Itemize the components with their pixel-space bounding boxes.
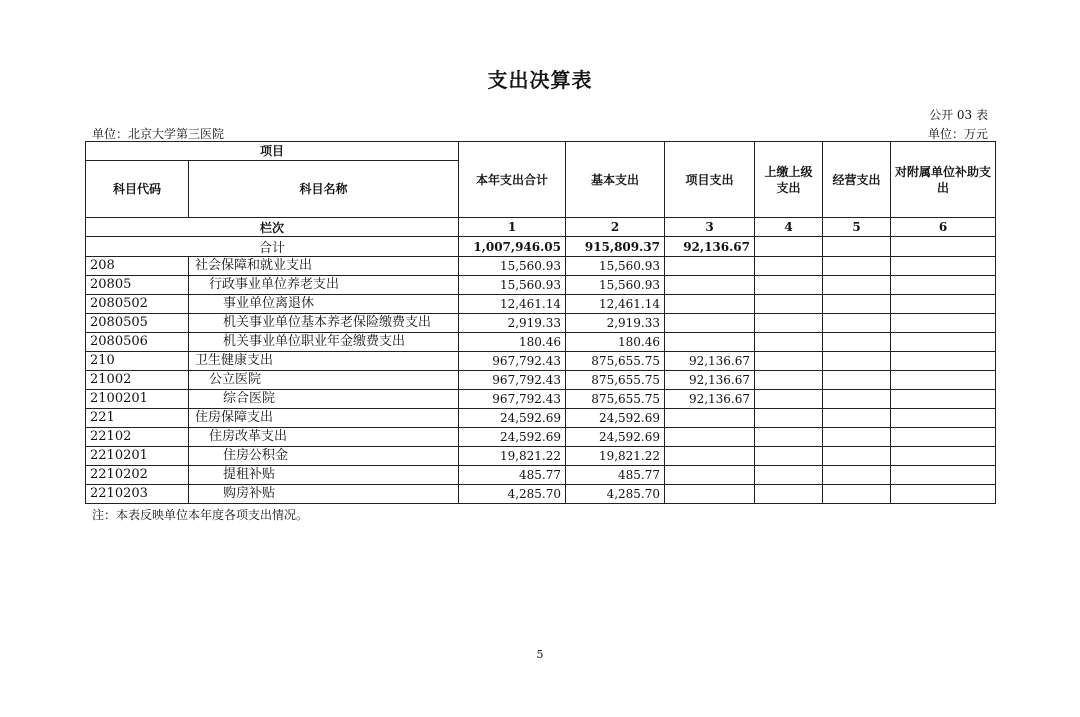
row-basic: 24,592.69 — [566, 409, 665, 428]
table-note: 注：本表反映单位本年度各项支出情况。 — [92, 508, 309, 522]
row-project — [665, 333, 755, 352]
table-row — [86, 276, 996, 295]
row-code: 2080502 — [86, 295, 189, 314]
row-name: 行政事业单位养老支出 — [189, 276, 459, 295]
total-basic: 915,809.37 — [566, 237, 665, 257]
row-code: 2080505 — [86, 314, 189, 333]
row-total: 12,461.14 — [459, 295, 566, 314]
row-basic: 485.77 — [566, 466, 665, 485]
row-subsidy — [891, 371, 996, 390]
row-project — [665, 295, 755, 314]
row-basic: 875,655.75 — [566, 371, 665, 390]
row-operating — [823, 447, 891, 466]
row-project — [665, 409, 755, 428]
table-row — [86, 390, 996, 409]
row-code: 20805 — [86, 276, 189, 295]
row-basic: 19,821.22 — [566, 447, 665, 466]
row-upper — [755, 352, 823, 371]
row-project — [665, 428, 755, 447]
table-row — [86, 371, 996, 390]
header-operating: 经营支出 — [823, 142, 891, 218]
column-number: 3 — [665, 218, 755, 237]
row-code: 221 — [86, 409, 189, 428]
column-number: 4 — [755, 218, 823, 237]
reporting-unit: 单位：北京大学第三医院 — [92, 127, 225, 141]
row-basic: 875,655.75 — [566, 352, 665, 371]
row-basic: 2,919.33 — [566, 314, 665, 333]
row-project: 92,136.67 — [665, 390, 755, 409]
table-row — [86, 314, 996, 333]
table-row — [86, 333, 996, 352]
row-operating — [823, 409, 891, 428]
row-subsidy — [891, 276, 996, 295]
page-title: 支出决算表 — [487, 68, 593, 92]
total-subsidy — [891, 237, 996, 257]
total-sum: 1,007,946.05 — [459, 237, 566, 257]
row-code: 208 — [86, 257, 189, 276]
row-operating — [823, 485, 891, 504]
form-number: 公开 03 表 — [929, 108, 988, 122]
row-code: 2210202 — [86, 466, 189, 485]
column-label: 栏次 — [86, 218, 459, 237]
row-upper — [755, 257, 823, 276]
row-operating — [823, 314, 891, 333]
row-name: 综合医院 — [189, 390, 459, 409]
row-upper — [755, 428, 823, 447]
row-name: 购房补贴 — [189, 485, 459, 504]
row-operating — [823, 295, 891, 314]
row-name: 机关事业单位基本养老保险缴费支出 — [189, 314, 459, 333]
row-upper — [755, 371, 823, 390]
row-subsidy — [891, 466, 996, 485]
row-total: 4,285.70 — [459, 485, 566, 504]
row-name: 提租补贴 — [189, 466, 459, 485]
total-operating — [823, 237, 891, 257]
row-total: 967,792.43 — [459, 390, 566, 409]
row-subsidy — [891, 409, 996, 428]
row-basic: 24,592.69 — [566, 428, 665, 447]
row-subsidy — [891, 428, 996, 447]
row-subsidy — [891, 352, 996, 371]
table-row — [86, 447, 996, 466]
row-code: 2100201 — [86, 390, 189, 409]
total-label: 合计 — [86, 237, 459, 257]
table-row — [86, 257, 996, 276]
row-subsidy — [891, 295, 996, 314]
row-upper — [755, 447, 823, 466]
header-item: 项目 — [86, 142, 459, 161]
row-total: 15,560.93 — [459, 257, 566, 276]
row-total: 485.77 — [459, 466, 566, 485]
row-name: 住房公积金 — [189, 447, 459, 466]
column-number: 6 — [891, 218, 996, 237]
row-project — [665, 257, 755, 276]
header-project: 项目支出 — [665, 142, 755, 218]
row-operating — [823, 390, 891, 409]
row-total: 24,592.69 — [459, 409, 566, 428]
row-upper — [755, 276, 823, 295]
row-subsidy — [891, 485, 996, 504]
row-code: 2210201 — [86, 447, 189, 466]
row-operating — [823, 257, 891, 276]
header-name: 科目名称 — [189, 161, 459, 218]
row-project — [665, 447, 755, 466]
header-total: 本年支出合计 — [459, 142, 566, 218]
row-operating — [823, 428, 891, 447]
row-name: 社会保障和就业支出 — [189, 257, 459, 276]
row-operating — [823, 276, 891, 295]
header-subsidy: 对附属单位补助支出 — [891, 142, 996, 218]
expenditure-table — [85, 141, 996, 504]
page-number: 5 — [536, 648, 544, 661]
row-project: 92,136.67 — [665, 371, 755, 390]
header-code: 科目代码 — [86, 161, 189, 218]
row-total: 180.46 — [459, 333, 566, 352]
row-upper — [755, 295, 823, 314]
column-number: 5 — [823, 218, 891, 237]
row-operating — [823, 466, 891, 485]
row-upper — [755, 390, 823, 409]
row-subsidy — [891, 447, 996, 466]
total-project: 92,136.67 — [665, 237, 755, 257]
row-upper — [755, 466, 823, 485]
row-basic: 180.46 — [566, 333, 665, 352]
row-subsidy — [891, 390, 996, 409]
row-name: 住房保障支出 — [189, 409, 459, 428]
row-basic: 875,655.75 — [566, 390, 665, 409]
row-code: 2210203 — [86, 485, 189, 504]
row-subsidy — [891, 257, 996, 276]
table-row — [86, 485, 996, 504]
row-total: 19,821.22 — [459, 447, 566, 466]
row-project — [665, 276, 755, 295]
row-project: 92,136.67 — [665, 352, 755, 371]
row-name: 住房改革支出 — [189, 428, 459, 447]
row-name: 机关事业单位职业年金缴费支出 — [189, 333, 459, 352]
row-total: 2,919.33 — [459, 314, 566, 333]
row-code: 22102 — [86, 428, 189, 447]
table-row — [86, 352, 996, 371]
row-total: 24,592.69 — [459, 428, 566, 447]
row-operating — [823, 333, 891, 352]
row-code: 210 — [86, 352, 189, 371]
row-operating — [823, 352, 891, 371]
row-basic: 15,560.93 — [566, 276, 665, 295]
header-basic: 基本支出 — [566, 142, 665, 218]
row-upper — [755, 333, 823, 352]
row-total: 967,792.43 — [459, 371, 566, 390]
row-project — [665, 466, 755, 485]
total-upper — [755, 237, 823, 257]
column-number: 2 — [566, 218, 665, 237]
row-code: 2080506 — [86, 333, 189, 352]
row-name: 卫生健康支出 — [189, 352, 459, 371]
header-row-item — [86, 142, 996, 161]
table-row — [86, 428, 996, 447]
row-code: 21002 — [86, 371, 189, 390]
currency-unit: 单位：万元 — [927, 127, 988, 141]
row-subsidy — [891, 314, 996, 333]
row-upper — [755, 485, 823, 504]
data-rows — [86, 257, 996, 504]
row-operating — [823, 371, 891, 390]
total-row — [86, 237, 996, 257]
row-total: 15,560.93 — [459, 276, 566, 295]
row-upper — [755, 314, 823, 333]
row-name: 公立医院 — [189, 371, 459, 390]
header-upper: 上缴上级支出 — [755, 142, 823, 218]
row-subsidy — [891, 333, 996, 352]
row-name: 事业单位离退休 — [189, 295, 459, 314]
table-row — [86, 295, 996, 314]
table-row — [86, 466, 996, 485]
row-basic: 12,461.14 — [566, 295, 665, 314]
column-number: 1 — [459, 218, 566, 237]
column-number-row — [86, 218, 996, 237]
row-basic: 4,285.70 — [566, 485, 665, 504]
table-row — [86, 409, 996, 428]
row-upper — [755, 409, 823, 428]
row-project — [665, 314, 755, 333]
row-project — [665, 485, 755, 504]
row-basic: 15,560.93 — [566, 257, 665, 276]
row-total: 967,792.43 — [459, 352, 566, 371]
